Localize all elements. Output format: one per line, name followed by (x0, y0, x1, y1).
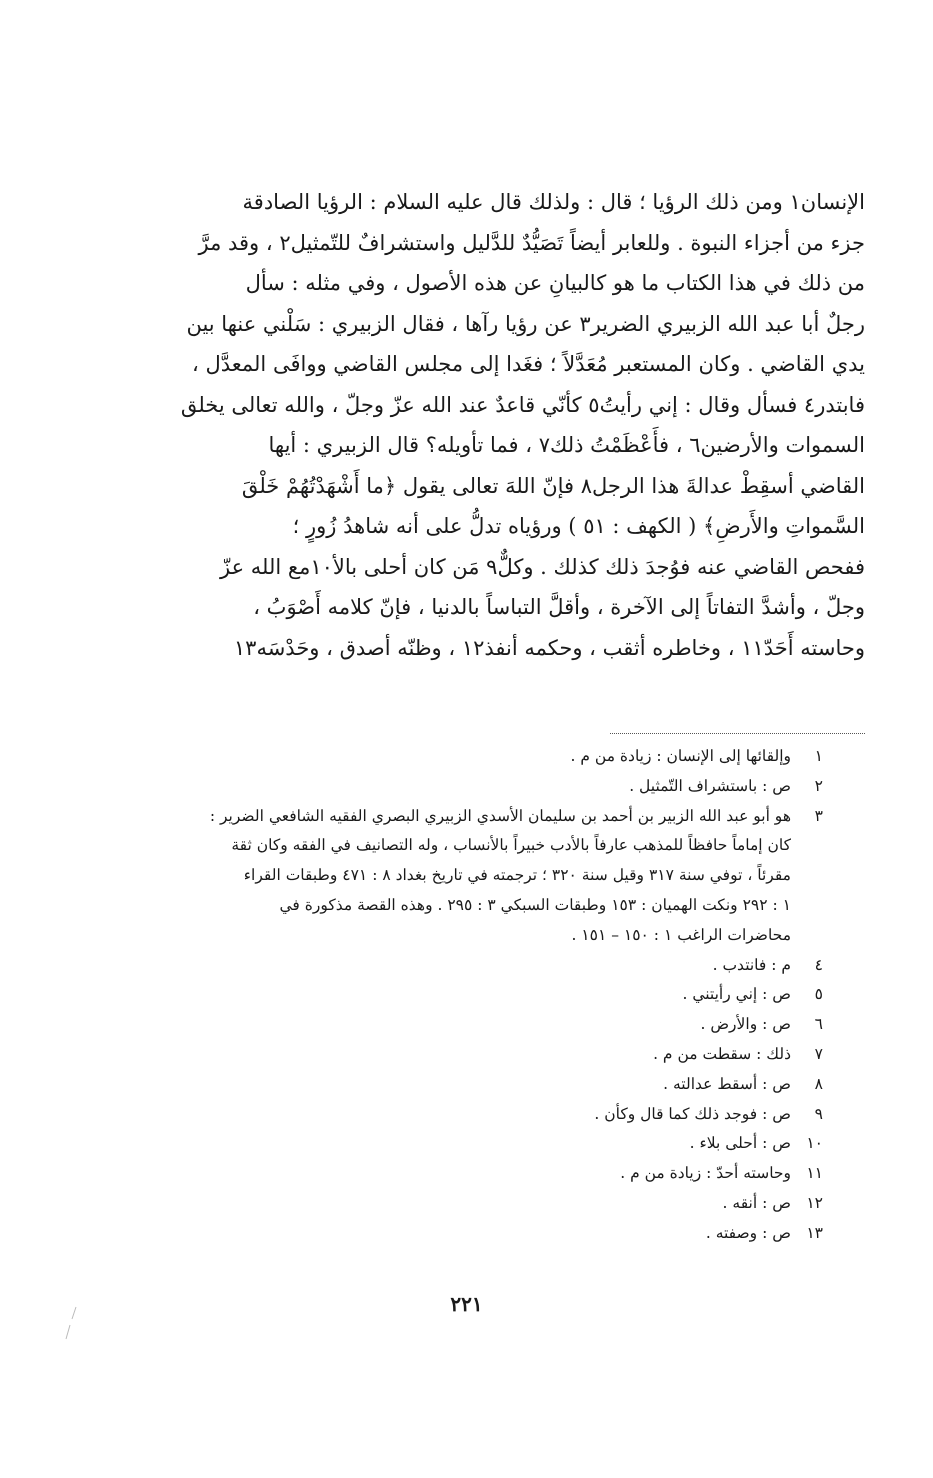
text-line: السَّمواتِ والأَرضِ﴾ ( الكهف : ٥١ ) ورؤياه تدلُّ على أنه شاهدُ زُورٍ ؛ (292, 514, 865, 538)
footnotes-list (143, 742, 823, 1249)
footnote-number: ٦ (814, 1015, 823, 1034)
footnote-number: ٩ (814, 1104, 823, 1123)
footnote (143, 742, 823, 772)
scan-mark-icon (60, 1305, 82, 1341)
footnote-text: وإلقائها إلى الإنسان : زيادة من م . (570, 747, 791, 765)
footnote-text: ص : أحلى بلاء . (689, 1134, 791, 1153)
footnote (143, 1100, 823, 1130)
footnote-text: ذلك : سقطت من م . (653, 1044, 791, 1063)
footnote-number: ١٣ (806, 1223, 823, 1242)
footnote (143, 1070, 823, 1100)
footnote-text: وحاسته أحدّ : زيادة من م . (620, 1164, 791, 1183)
footnote-text: ص : وصفته . (705, 1223, 791, 1242)
footnote-text: ص : إني رأيتني . (682, 985, 791, 1004)
footnote (143, 1040, 823, 1070)
text-line: وجلّ ، وأشدَّ التفاتاً إلى الآخرة ، وأقلَّ التباساً بالدنيا ، فإنّ كلامه أَصْوَبُ ، (253, 595, 865, 619)
text-line: القاضي أسقِطْ عدالةَ هذا الرجل٨ فإنّ اللهَ تعالى يقول ﴿ما أَشْهَدْتُهُمْ خَلْقَ (241, 473, 865, 498)
footnote-number: ٨ (814, 1074, 823, 1093)
footnote-number: ١ (814, 747, 823, 765)
footnote-text: ص : باستشراف التّمثيل . (629, 776, 791, 795)
footnote-number: ٢ (814, 776, 823, 795)
footnote (143, 802, 823, 951)
text-line: رجلٌ أبا عبد الله الزبيري الضرير٣ عن رؤيا رآها ، فقال الزبيري : سَلْني عنها بين (186, 311, 865, 336)
footnote-number: ١١ (806, 1164, 823, 1183)
text-line: جزء من أجزاء النبوة . وللعابر أيضاً تَصَيُّدٌ للدَّليل واستشرافٌ للتّمثيل٢ ، وقد مرَّ (198, 230, 865, 255)
footnote-text: ١ : ٢٩٢ ونكت الهميان : ١٥٣ وطبقات السبكي ٣ : ٢٩٥ . وهذه القصة مذكورة في (279, 895, 791, 914)
main-text (160, 182, 865, 668)
footnote-text: ص : فوجد ذلك كما قال وكأن . (594, 1104, 791, 1123)
footnote (143, 1010, 823, 1040)
footnote-text: كان إماماً حافظاً للمذهب عارفاً بالأدب خبيراً بالأنساب ، وله التصانيف في الفقه وكان ثقة (231, 836, 791, 855)
footnote (143, 951, 823, 981)
footnote-number: ٣ (814, 806, 823, 825)
footnote (143, 772, 823, 802)
footnote-number: ٤ (814, 955, 823, 974)
footnote-number: ٧ (814, 1044, 823, 1063)
text-line: فابتدر٤ فسأل وقال : إني رأيتُ٥ كأنّي قاعدٌ عند الله عزّ وجلّ ، والله تعالى يخلق (180, 392, 865, 417)
footnote-number: ٥ (814, 985, 823, 1004)
footnote (143, 1219, 823, 1249)
footnote-text: م : فانتدب . (712, 955, 791, 974)
footnote-text: هو أبو عبد الله الزبير بن أحمد بن سليمان الأسدي الزبيري البصري الفقيه الشافعي الضرير : (209, 806, 791, 825)
footnote-separator (610, 733, 865, 734)
text-line: ففحص القاضي عنه فوُجدَ ذلك كذلك . وكلٌّ٩ مَن كان أحلى بالأ١٠مع الله عزّ (220, 554, 865, 579)
page-number: ٢٢١ (450, 1292, 483, 1316)
footnote-number: ١٢ (806, 1193, 823, 1212)
footnote (143, 1189, 823, 1219)
footnote (143, 1159, 823, 1189)
footnote-text: ص : أسقط عدالته . (663, 1074, 791, 1093)
text-line: يدي القاضي . وكان المستعبر مُعَدَّلاً ؛ فغَدا إلى مجلس القاضي ووافَى المعدَّل ، (192, 352, 865, 376)
footnote-number: ١٠ (806, 1134, 823, 1153)
footnote (143, 980, 823, 1010)
text-line: وحاسته أَحَدّ١١ ، وخاطره أثقب ، وحكمه أنفذ١٢ ، وظنّه أصدق ، وحَدْسَه١٣ (233, 635, 865, 660)
text-line: من ذلك في هذا الكتاب ما هو كالبيانِ عن هذه الأصول ، وفي مثله : سأل (245, 271, 865, 295)
text-line: الإنسان١ ومن ذلك الرؤيا ؛ قال : ولذلك قال عليه السلام : الرؤيا الصادقة (242, 190, 865, 214)
text-line: السموات والأرضين٦ ، فأَعْظَمْتُ ذلك٧ ، فما تأويله؟ قال الزبيري : أيها (268, 433, 865, 457)
footnote-text: محاضرات الراغب ١ : ١٥٠ – ١٥١ . (571, 925, 791, 944)
footnote-text: ص : أنقه . (722, 1193, 791, 1212)
footnote (143, 1129, 823, 1159)
footnote-text: مقرئاً ، توفي سنة ٣١٧ وقيل سنة ٣٢٠ ؛ ترجمته في تاريخ بغداد ٨ : ٤٧١ وطبقات القراء (243, 866, 791, 885)
footnote-text: ص : والأرض . (700, 1015, 791, 1034)
